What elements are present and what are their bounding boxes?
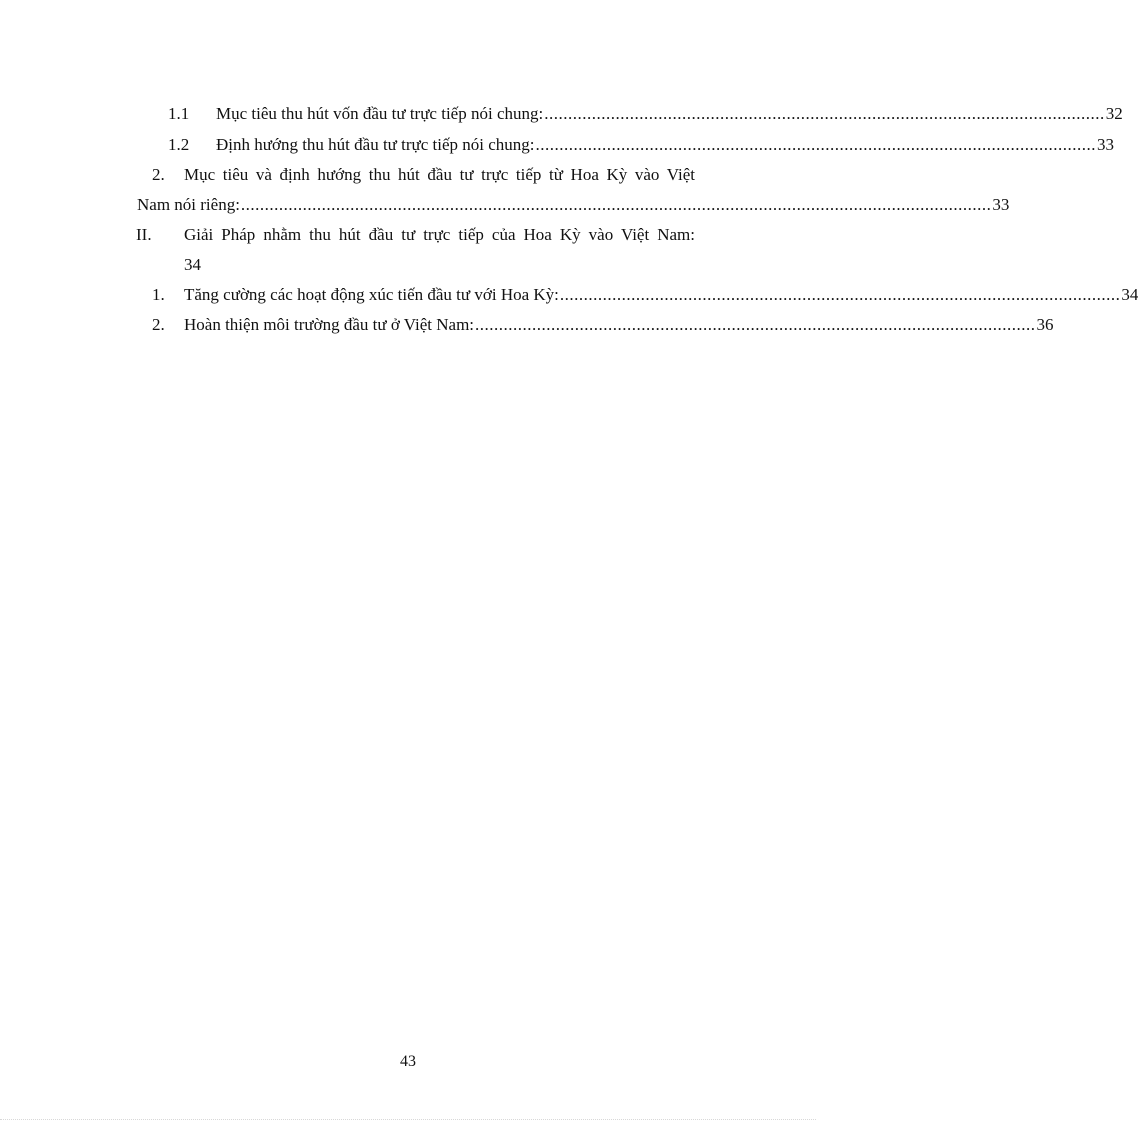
toc-entry-row <box>216 130 1115 160</box>
dot-leader: ...................................................................................................................... <box>535 135 1097 154</box>
toc-entry-row <box>216 99 1123 129</box>
toc-entry-number: 1. <box>152 285 165 304</box>
dot-leader: ...................................................................................................................... <box>475 315 1036 334</box>
toc-entry-page: 32 <box>1105 104 1123 123</box>
dot-leader: .............................................................................................................................................................. <box>240 195 992 214</box>
toc-entry-page: 34 <box>184 255 201 274</box>
toc-entry-II-1 <box>0 280 1138 310</box>
toc-entry-number: 2. <box>152 165 165 184</box>
toc-entry-title-line-2: Nam nói riêng: <box>137 195 240 214</box>
page-number: 43 <box>400 1053 416 1070</box>
toc-entry-number: 1.2 <box>168 135 190 154</box>
dot-leader: ...................................................................................................................... <box>544 104 1105 123</box>
toc-entry-section-II <box>0 220 816 280</box>
toc-entry-number: II. <box>136 225 152 244</box>
toc-entry-number: 2. <box>152 315 165 334</box>
toc-entry-title: Hoàn thiện môi trường đầu tư ở Việt Nam: <box>184 315 475 334</box>
page-bottom-divider <box>0 1119 816 1120</box>
dot-leader: ...................................................................................................................... <box>559 285 1121 304</box>
toc-entry-title-line-1: Mục tiêu và định hướng thu hút đầu tư trực tiếp từ Hoa Kỳ vào Việt <box>184 165 695 184</box>
toc-entry-number: 1.1 <box>168 104 190 123</box>
toc-entry-page: 33 <box>992 195 1010 214</box>
toc-entry-1-2 <box>0 130 1115 160</box>
toc-entry-page: 36 <box>1036 315 1054 334</box>
toc-entry-title: Định hướng thu hút đầu tư trực tiếp nói chung: <box>216 135 535 154</box>
toc-entry-title: Tăng cường các hoạt động xúc tiến đầu tư với Hoa Kỳ: <box>184 285 559 304</box>
toc-entry-title: Giải Pháp nhằm thu hút đầu tư trực tiếp của Hoa Kỳ vào Việt Nam: <box>184 225 695 244</box>
toc-entry-row <box>137 190 1010 220</box>
toc-entry-row <box>184 310 1054 340</box>
toc-entry-row <box>184 280 1138 310</box>
toc-entry-title: Mục tiêu thu hút vốn đầu tư trực tiếp nói chung: <box>216 104 544 123</box>
toc-entry-II-2 <box>0 310 1054 340</box>
toc-entry-page: 34 <box>1121 285 1138 304</box>
toc-entry-2 <box>0 160 1010 220</box>
toc-entry-page: 33 <box>1097 135 1115 154</box>
toc-entry-1-1 <box>0 99 1123 129</box>
